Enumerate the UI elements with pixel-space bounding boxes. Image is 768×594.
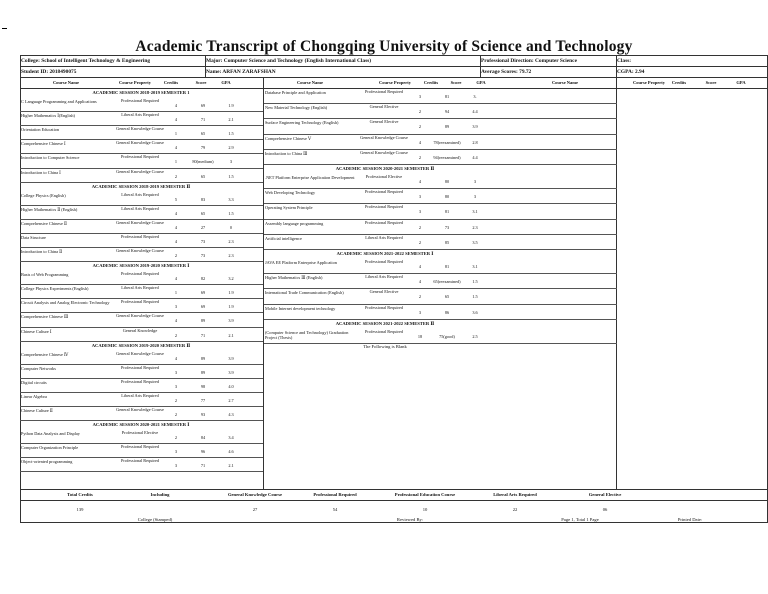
footer-value: 27 xyxy=(252,507,258,512)
row-divider xyxy=(264,249,617,250)
row-divider xyxy=(264,118,617,119)
course-name: Object-oriented programming xyxy=(21,459,73,465)
course-gpa: 0 xyxy=(229,224,233,230)
course-credits: 3 xyxy=(174,383,178,389)
course-score: 81 xyxy=(444,94,450,99)
course-name: Introduction to China Ⅲ xyxy=(265,150,308,156)
course-property: Professional Required xyxy=(364,259,404,264)
course-property: General Elective xyxy=(369,119,399,125)
course-score: 89 xyxy=(444,124,450,130)
name-field: Name: ARFAN ZARAFSHAN xyxy=(206,69,276,75)
course-credits: 4 xyxy=(174,355,178,361)
footer-label: Liberal Arts Required xyxy=(493,492,537,497)
course-score: 85 xyxy=(444,239,450,245)
session-heading: ACADEMIC SESSION 2018-2019 SEMESTER Ⅱ xyxy=(91,183,191,189)
course-name: Comprehensive Chinese Ⅴ xyxy=(265,135,312,141)
course-name: Computer Organization Principle xyxy=(21,445,79,451)
course-gpa: 2.9 xyxy=(228,145,234,151)
course-credits: 4 xyxy=(418,139,422,145)
page-title: Academic Transcript of Chongqing University of Science and Technology xyxy=(135,38,633,55)
course-name: Orientation Education xyxy=(21,127,60,133)
course-credits: 3 xyxy=(174,304,178,310)
course-score: 81 xyxy=(444,264,450,269)
course-property: Professional Required xyxy=(120,271,160,277)
row-divider xyxy=(264,103,617,104)
course-property: General Elective xyxy=(369,104,399,110)
session-heading: ACADEMIC SESSION 2018-2019 SEMESTER 1 xyxy=(92,90,190,95)
row-divider xyxy=(264,149,617,150)
course-score: 89 xyxy=(200,369,206,375)
row-divider xyxy=(20,420,263,421)
course-gpa: 3.9 xyxy=(228,318,234,324)
course-gpa: 2.1 xyxy=(228,332,234,338)
course-score: 65(reexamined) xyxy=(433,279,461,285)
column-header-gpa: GPA xyxy=(736,80,746,85)
course-gpa: 3.6 xyxy=(472,309,478,315)
course-property: General Elective xyxy=(369,289,399,295)
average-score-field: Average Scores: 79.72 xyxy=(481,69,532,75)
course-score: 73 xyxy=(200,253,206,258)
course-credits: 1 xyxy=(174,290,178,296)
course-property: General Knowledge Course xyxy=(116,126,164,132)
course-property: General Knowledge xyxy=(122,327,158,333)
course-property: Professional Required xyxy=(120,458,160,464)
course-property: General Knowledge Course xyxy=(116,407,164,412)
footer-value: 06 xyxy=(602,507,608,512)
course-property: Professional Required xyxy=(120,444,160,450)
course-gpa: 1.9 xyxy=(228,304,234,310)
course-gpa: 2.7 xyxy=(228,397,234,403)
course-gpa: 3.9 xyxy=(228,369,234,375)
course-property: Professional Required xyxy=(120,98,160,103)
course-score: 89 xyxy=(200,355,206,361)
course-property: Professional Required xyxy=(120,233,160,239)
course-score: 86 xyxy=(444,309,450,315)
course-credits: 2 xyxy=(174,435,178,441)
course-name: Mobile Internet development technology xyxy=(265,305,336,311)
course-score: 73 xyxy=(444,224,450,230)
row-divider xyxy=(20,182,263,183)
course-property: Professional Required xyxy=(120,364,160,370)
course-credits: 3 xyxy=(174,449,178,455)
course-name: Surface Engineering Technology (English) xyxy=(265,120,339,126)
course-credits: 3 xyxy=(418,94,422,99)
course-score: 78(reexamined) xyxy=(433,139,461,145)
course-name: Chinese Culture Ⅱ xyxy=(21,408,53,413)
corner-mark xyxy=(2,28,7,29)
course-property: General Knowledge Course xyxy=(116,313,164,319)
course-gpa: 3. xyxy=(473,94,477,99)
column-header-course-name: Course Name xyxy=(52,80,80,85)
column-header-credits: Credits xyxy=(423,80,439,85)
course-name: Chinese Culture Ⅰ xyxy=(21,328,52,334)
course-score: 82 xyxy=(200,276,206,282)
course-credits: 5 xyxy=(174,196,178,202)
footer-label: Including xyxy=(150,492,170,497)
course-name: Web Developing Technology xyxy=(265,190,316,196)
column-header-score: Score xyxy=(705,80,717,85)
column-header-course-property: Course Property xyxy=(632,80,666,85)
course-gpa: 1.5 xyxy=(472,294,478,300)
course-property: Professional Required xyxy=(364,189,404,195)
course-gpa: 2.3 xyxy=(472,224,478,230)
session-heading: ACADEMIC SESSION 2019-2020 SEMESTER Ⅰ xyxy=(92,263,190,269)
course-credits: 2 xyxy=(174,412,178,417)
course-property: Professional Elective xyxy=(121,430,159,436)
course-gpa: 4.3 xyxy=(228,412,234,417)
row-divider xyxy=(264,288,617,289)
course-property: Professional Required xyxy=(120,378,160,384)
course-name: (Computer Science and Technology) Graduation Project (Thesis) xyxy=(265,329,349,341)
course-name: Python Data Analysis and Display xyxy=(21,431,80,437)
course-property: General Knowledge Course xyxy=(116,140,164,146)
course-gpa: 4.4 xyxy=(472,109,478,115)
course-gpa: 3 xyxy=(473,194,477,200)
course-name: Higher Mathematics Ⅰ(English) xyxy=(21,113,75,119)
course-score: 80 xyxy=(444,179,450,184)
course-gpa: 2.3 xyxy=(228,253,234,258)
course-property: General Knowledge Course xyxy=(116,168,164,174)
course-credits: 2 xyxy=(418,154,422,160)
course-name: New Material Technology (English) xyxy=(265,105,328,111)
course-credits: 18 xyxy=(417,333,423,339)
course-credits: 4 xyxy=(174,117,178,123)
course-property: Professional Required xyxy=(120,154,160,160)
class-field: Class: xyxy=(617,58,632,64)
course-score: 71 xyxy=(200,463,206,469)
course-property: Liberal Arts Required xyxy=(121,205,159,211)
course-credits: 4 xyxy=(174,224,178,230)
row-divider xyxy=(264,219,617,220)
row-divider xyxy=(20,341,263,342)
course-property: Liberal Arts Required xyxy=(121,191,159,197)
course-gpa: 3.1 xyxy=(472,209,478,215)
session-heading: ACADEMIC SESSION 2019-2020 SEMESTER Ⅱ xyxy=(91,342,191,348)
course-score: 96 xyxy=(200,449,206,455)
column-header-score: Score xyxy=(450,80,462,85)
course-name: Linear Algebra xyxy=(21,393,47,399)
session-heading: ACADEMIC SESSION 2020-2021 SEMESTER Ⅱ xyxy=(335,166,435,171)
session-heading: ACADEMIC SESSION 2021-2022 SEMESTER Ⅱ xyxy=(335,320,435,326)
row-divider xyxy=(264,319,617,320)
cgpa-field: CGPA: 2.94 xyxy=(617,69,645,75)
course-gpa: 1.5 xyxy=(472,279,478,285)
course-gpa: 4.0 xyxy=(228,383,234,389)
course-gpa: 1.5 xyxy=(228,210,234,216)
row-divider xyxy=(264,134,617,135)
course-credits: 4 xyxy=(174,238,178,244)
course-name: Operating System Principle xyxy=(265,205,313,211)
course-score: 79 xyxy=(200,145,206,151)
course-gpa: 3.1 xyxy=(472,264,478,269)
course-score: 69 xyxy=(200,290,206,296)
course-name: Circuit Analysis and Analog Electronic Technology xyxy=(21,300,110,306)
course-gpa: 4.4 xyxy=(472,154,478,160)
course-gpa: 2.5 xyxy=(472,333,478,339)
course-credits: 3 xyxy=(418,209,422,215)
course-name: Comprehensive Chinese Ⅱ xyxy=(21,220,67,226)
course-credits: 2 xyxy=(174,253,178,258)
course-property: General Knowledge Course xyxy=(360,149,408,155)
course-name: Database Principle and Application xyxy=(265,90,326,95)
course-property: General Knowledge Course xyxy=(360,134,408,140)
course-credits: 2 xyxy=(418,124,422,130)
student-id-field: Student ID: 2018490075 xyxy=(21,69,77,75)
course-score: 83 xyxy=(200,196,206,202)
course-credits: 4 xyxy=(174,318,178,324)
course-credits: 3 xyxy=(174,369,178,375)
course-name: Comprehensive Chinese Ⅳ xyxy=(21,351,69,357)
row-divider xyxy=(264,234,617,235)
page-indicator: Page 1, Total 1 Page xyxy=(561,517,599,522)
row-divider xyxy=(264,304,617,305)
course-score: 27 xyxy=(200,224,206,230)
course-name: .NET Platform Enterprise Application Development xyxy=(265,175,355,180)
course-credits: 3 xyxy=(418,309,422,315)
course-credits: 2 xyxy=(174,332,178,338)
course-credits: 1 xyxy=(174,131,178,137)
course-credits: 4 xyxy=(418,279,422,285)
course-gpa: 3.9 xyxy=(228,355,234,361)
blank-note: The Following is Blank xyxy=(363,344,407,349)
course-property: General Knowledge Course xyxy=(116,248,164,253)
course-score: 89 xyxy=(200,318,206,324)
course-name: Basis of Web Programming xyxy=(21,272,69,278)
course-score: 81 xyxy=(444,209,450,215)
course-credits: 4 xyxy=(174,145,178,151)
course-score: 65 xyxy=(200,131,206,137)
column-header-credits: Credits xyxy=(163,80,179,85)
row-divider xyxy=(264,188,617,189)
course-gpa: 1.9 xyxy=(228,103,234,108)
course-credits: 4 xyxy=(174,276,178,282)
footer-label: Professional Required xyxy=(313,492,357,497)
course-name: College Physics Experiments (English) xyxy=(21,286,89,292)
row-divider xyxy=(264,203,617,204)
course-gpa: 2.1 xyxy=(228,463,234,469)
printed-date: Printed Date: xyxy=(677,517,703,522)
course-gpa: 3 xyxy=(229,159,233,165)
column-header-score: Score xyxy=(195,80,207,85)
course-credits: 2 xyxy=(174,173,178,179)
course-property: Liberal Arts Required xyxy=(365,234,403,240)
course-gpa: 4.6 xyxy=(228,449,234,455)
course-name: Assembly language programming xyxy=(265,220,324,226)
course-name: Higher Mathematics Ⅲ (English) xyxy=(265,275,323,281)
major-field: Major: Computer Science and Technology (English International Class) xyxy=(206,58,372,64)
course-credits: 4 xyxy=(418,264,422,269)
course-score: 71 xyxy=(200,117,206,123)
column-header-course-name: Course Name xyxy=(551,80,579,85)
course-property: Liberal Arts Required xyxy=(121,392,159,398)
row-divider xyxy=(264,273,617,274)
course-gpa: 2.8 xyxy=(472,139,478,145)
reviewed-by: Reviewed By: xyxy=(396,517,424,522)
course-name: C Language Programming and Applications xyxy=(21,99,97,104)
column-header-course-property: Course Property xyxy=(378,80,412,85)
column-header-gpa: GPA xyxy=(221,80,231,85)
course-gpa: 2.3 xyxy=(228,238,234,244)
row-divider xyxy=(20,261,263,262)
course-score: 80 xyxy=(444,194,450,200)
course-score: 65 xyxy=(200,210,206,216)
course-score: 94(reexamined) xyxy=(433,154,461,160)
course-score: 77 xyxy=(200,397,206,403)
course-property: Professional Required xyxy=(364,328,404,334)
course-score: 98 xyxy=(200,383,206,389)
row-divider xyxy=(264,164,617,165)
course-gpa: 3.5 xyxy=(472,239,478,245)
course-name: Data Structure xyxy=(21,234,46,240)
course-credits: 2 xyxy=(418,224,422,230)
course-credits: 4 xyxy=(174,103,178,108)
course-property: Liberal Arts Required xyxy=(365,274,403,280)
course-score: 93 xyxy=(200,412,206,417)
column-header-gpa: GPA xyxy=(476,80,486,85)
course-name: Artificial intelligence xyxy=(265,235,302,241)
course-name: Comprehensive Chinese Ⅰ xyxy=(21,141,66,147)
course-score: 65 xyxy=(200,173,206,179)
course-score: 80(medium) xyxy=(192,159,214,165)
footer-value: 22 xyxy=(512,507,518,512)
course-credits: 3 xyxy=(174,463,178,469)
footer-value: 54 xyxy=(332,507,338,512)
course-score: 94 xyxy=(444,109,450,115)
course-gpa: 1.5 xyxy=(228,173,234,179)
footer-value: 139 xyxy=(76,507,84,512)
course-credits: 3 xyxy=(418,194,422,200)
course-score: 65 xyxy=(444,294,450,300)
college-field: College: School of Intelligent Technology & Engineering xyxy=(21,58,151,64)
session-heading: ACADEMIC SESSION 2021-2022 SEMESTER Ⅰ xyxy=(336,251,434,256)
course-property: Professional Required xyxy=(364,204,404,210)
course-score: 75(good) xyxy=(439,333,455,339)
row-divider xyxy=(20,471,263,472)
column-header-credits: Credits xyxy=(671,80,687,85)
footer-label: General Elective xyxy=(588,492,622,497)
course-score: 73 xyxy=(200,238,206,244)
course-property: General Knowledge Course xyxy=(116,350,164,356)
course-gpa: 3.3 xyxy=(228,196,234,202)
course-property: Liberal Arts Required xyxy=(121,112,159,118)
course-name: College Physics (English) xyxy=(21,192,66,198)
course-name: JAVA EE Platform Enterprise Application xyxy=(265,260,337,265)
course-credits: 2 xyxy=(418,109,422,115)
course-name: Introduction to China Ⅱ xyxy=(21,249,62,254)
footer-label: Total Credits xyxy=(67,492,93,497)
course-property: Professional Required xyxy=(364,304,404,310)
college-stamp: College (Stamped) xyxy=(137,517,173,522)
column-header-course-name: Course Name xyxy=(296,80,324,85)
footer-label: Professional Education Course xyxy=(394,492,456,497)
course-credits: 4 xyxy=(418,179,422,184)
course-property: Professional Required xyxy=(120,299,160,305)
session-heading: ACADEMIC SESSION 2020-2021 SEMESTER Ⅰ xyxy=(92,422,190,428)
course-property: Professional Required xyxy=(364,89,404,94)
course-score: 69 xyxy=(200,103,206,108)
course-name: Introduction to Computer Science xyxy=(21,155,80,161)
course-property: Liberal Arts Required xyxy=(121,285,159,291)
footer-value: 10 xyxy=(422,507,428,512)
course-name: Digital circuits xyxy=(21,379,47,385)
course-gpa: 1.5 xyxy=(228,131,234,137)
course-name: Higher Mathematics Ⅱ (English) xyxy=(21,206,78,212)
course-credits: 2 xyxy=(174,397,178,403)
course-credits: 1 xyxy=(174,159,178,165)
course-score: 69 xyxy=(200,304,206,310)
course-credits: 2 xyxy=(418,239,422,245)
course-credits: 4 xyxy=(174,210,178,216)
course-credits: 2 xyxy=(418,294,422,300)
course-name: Computer Networks xyxy=(21,365,56,371)
course-name: Comprehensive Chinese Ⅲ xyxy=(21,314,69,320)
course-name: Introduction to China Ⅰ xyxy=(21,169,61,175)
column-header-course-property: Course Property xyxy=(118,80,152,85)
direction-field: Professional Direction: Computer Science xyxy=(481,58,577,64)
course-property: Professional Required xyxy=(364,219,404,225)
course-gpa: 3.4 xyxy=(228,435,234,441)
course-name: International Trade Communication (English) xyxy=(265,290,344,296)
course-gpa: 1.9 xyxy=(228,290,234,296)
course-score: 84 xyxy=(200,435,206,441)
footer-label: General Knowledge Course xyxy=(227,492,283,497)
course-gpa: 3 xyxy=(473,179,477,184)
course-gpa: 3.9 xyxy=(472,124,478,130)
course-property: General Knowledge Course xyxy=(116,219,164,225)
course-gpa: 3.2 xyxy=(228,276,234,282)
course-gpa: 2.1 xyxy=(228,117,234,123)
course-property: Professional Elective xyxy=(365,174,403,179)
course-score: 71 xyxy=(200,332,206,338)
